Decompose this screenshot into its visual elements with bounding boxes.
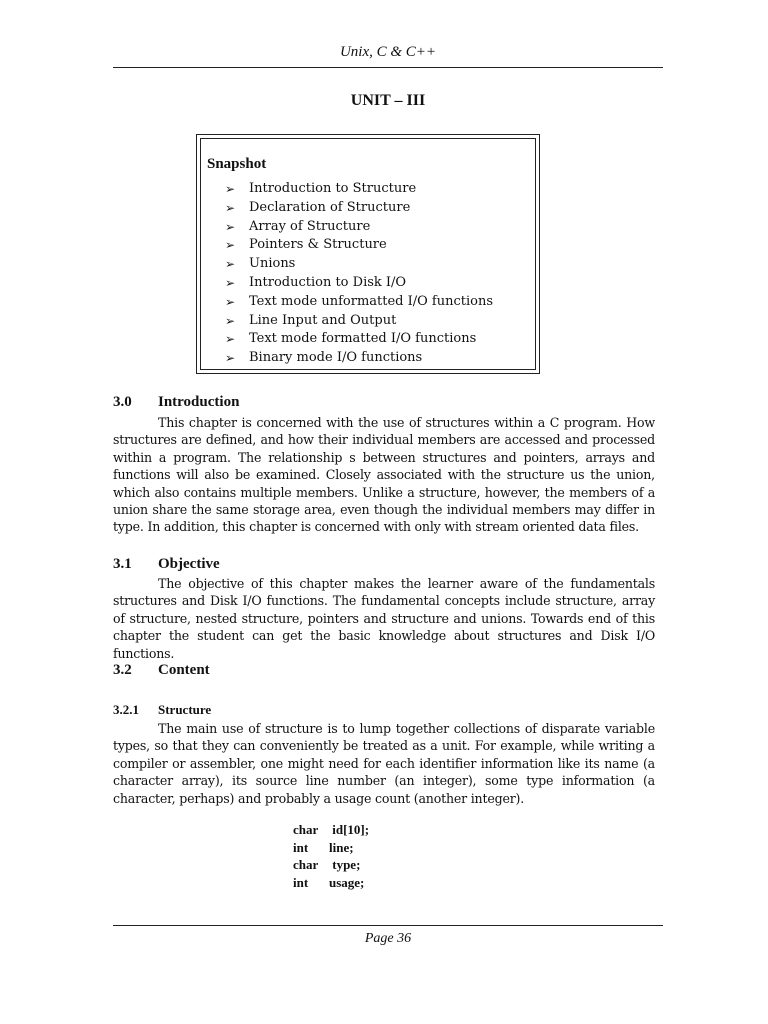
code-line: char id[10];	[293, 822, 370, 837]
list-item: ➢ Array of Structure	[225, 218, 493, 237]
arrow-bullet-icon: ➢	[225, 294, 236, 309]
snapshot-title: Snapshot	[207, 156, 267, 172]
list-item: ➢ Text mode formatted I/O functions	[225, 330, 493, 349]
section-heading-content: 3.2 Content	[113, 662, 210, 678]
arrow-bullet-icon: ➢	[225, 275, 236, 290]
list-item: ➢ Line Input and Output	[225, 312, 493, 331]
arrow-bullet-icon: ➢	[225, 313, 236, 328]
introduction-paragraph: This chapter is concerned with the use of structures within a C program. How structures are defined, and how their individual members are accessed and processed within a program. The relationship s between structures and pointers, arrays and functions will also be examined. Closely associated with the structure us the union, which also contains multiple members. Unlike a structure, however, the members of a union share the same storage area, even though the individual members may differ in type. In addition, this chapter is concerned with only with stream oriented data files.	[113, 415, 655, 535]
code-line: char type;	[293, 857, 361, 872]
section-heading-objective: 3.1 Objective	[113, 556, 220, 572]
header-rule	[113, 67, 663, 68]
arrow-bullet-icon: ➢	[225, 257, 236, 272]
snapshot-list	[225, 180, 493, 368]
list-item: ➢ Introduction to Structure	[225, 180, 493, 199]
list-item: ➢ Introduction to Disk I/O	[225, 274, 493, 293]
arrow-bullet-icon: ➢	[225, 332, 236, 347]
subsection-heading-structure: 3.2.1 Structure	[113, 702, 212, 717]
code-line: int line;	[293, 839, 354, 855]
unit-title: UNIT – III	[350, 92, 426, 109]
arrow-bullet-icon: ➢	[225, 219, 236, 234]
arrow-bullet-icon: ➢	[225, 351, 236, 366]
running-header: Unix, C & C++	[339, 44, 437, 60]
footer-rule	[113, 925, 663, 926]
list-item: ➢ Text mode unformatted I/O functions	[225, 293, 493, 312]
structure-paragraph: The main use of structure is to lump together collections of disparate variable types, so that they can conveniently be treated as a unit. For example, while writing a compiler or assembler, one might need for each identifier information like its name (a character array), its source line number (an integer), some type information (a character, perhaps) and probably a usage count (another integer).	[113, 721, 655, 806]
snapshot-box	[196, 134, 540, 374]
list-item: ➢ Binary mode I/O functions	[225, 349, 493, 368]
page-number: Page 36	[364, 931, 412, 946]
arrow-bullet-icon: ➢	[225, 238, 236, 253]
code-line: int usage;	[293, 874, 365, 890]
list-item: ➢ Declaration of Structure	[225, 199, 493, 218]
arrow-bullet-icon: ➢	[225, 182, 236, 196]
list-item: ➢ Unions	[225, 255, 493, 274]
code-block	[293, 821, 369, 891]
section-heading-introduction: 3.0 Introduction	[113, 394, 240, 410]
list-item: ➢ Pointers & Structure	[225, 236, 493, 255]
arrow-bullet-icon: ➢	[225, 200, 236, 215]
objective-paragraph: The objective of this chapter makes the learner aware of the fundamentals structures and Disk I/O functions. The fundamental concepts include structure, array of structure, nested structure, pointers and structure and unions. Towards end of this chapter the student can get the basic knowledge about structures and Disk I/O functions.	[113, 576, 655, 661]
